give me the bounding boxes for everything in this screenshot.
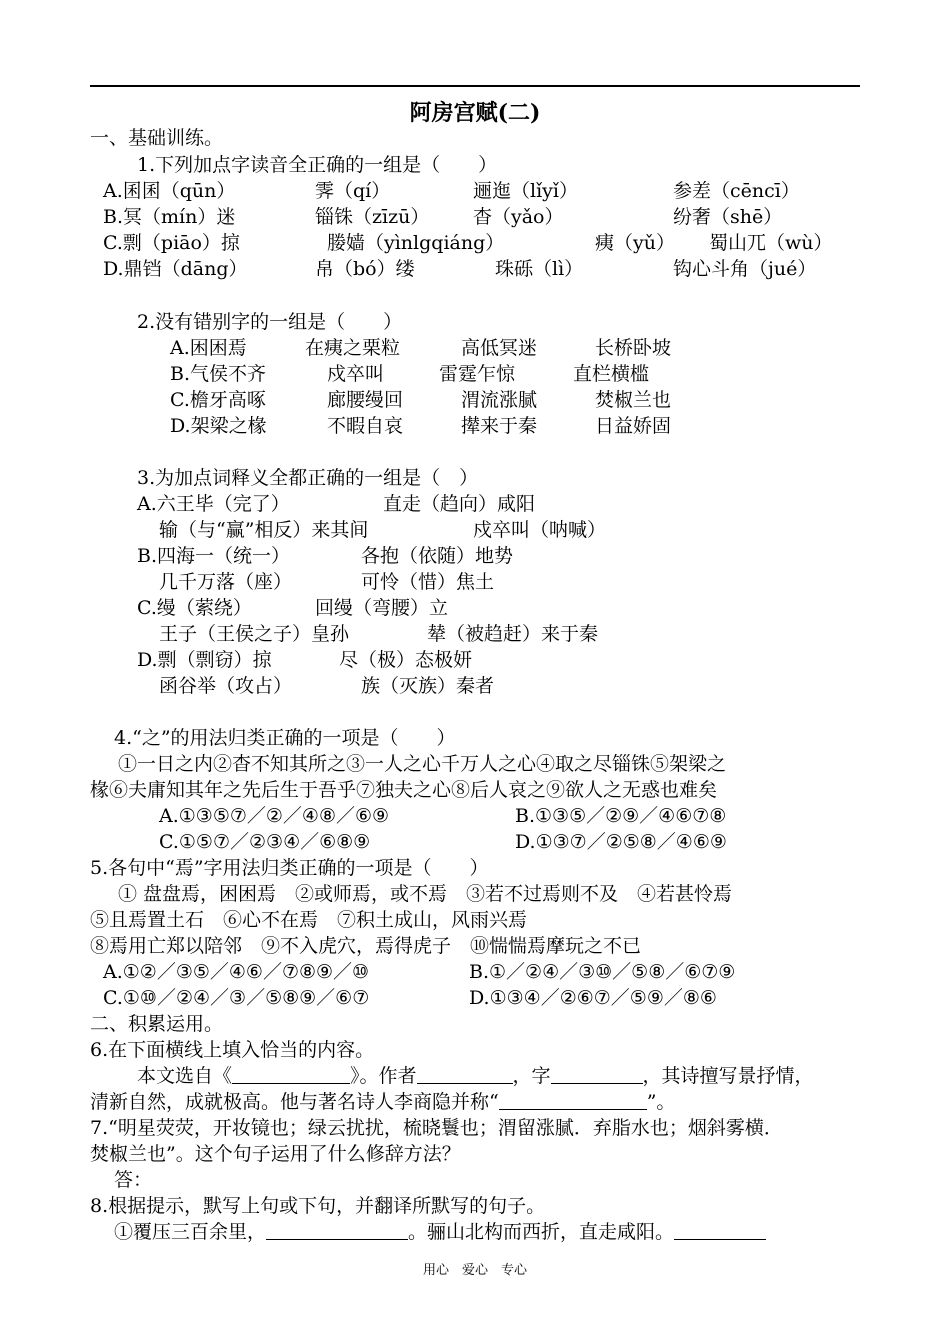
q4-text-line-1: ①一日之内②杳不知其所之③一人之心千万人之心④取之尽锱铢⑤架梁之 (118, 753, 727, 775)
q1-option-c: C.剽（piāo）掠 (103, 232, 240, 254)
q1-option-a-2: 霁（qí） (315, 180, 391, 202)
q1-option-c-4: 蜀山兀（wù） (709, 232, 833, 254)
q2-option-a: A.困困焉 (170, 337, 247, 359)
q1-option-d-4: 钩心斗角（jué） (673, 258, 817, 280)
q3-option-a-3: 输（与“赢”相反）来其间 (159, 519, 369, 541)
q6-stem: 6.在下面横线上填入恰当的内容。 (90, 1039, 375, 1061)
source-blank[interactable] (232, 1064, 350, 1084)
q5-option-c: C.①⑩／②④／③／⑤⑧⑨／⑥⑦ (103, 987, 370, 1009)
q2-option-d: D.架梁之椽 (170, 415, 267, 437)
header-rule (90, 85, 860, 87)
q6-text-6: ”。 (646, 1091, 676, 1113)
q6-text-3: ，字 (512, 1065, 551, 1087)
q5-stem: 5.各句中“焉”字用法归类正确的一项是（ ） (90, 857, 489, 879)
courtesy-name-blank[interactable] (551, 1064, 643, 1084)
q7-text-line-2: 焚椒兰也”。这个句子运用了什么修辞方法？ (90, 1143, 461, 1165)
q7-text-line-1: 7.“明星荧荧，开妆镜也；绿云扰扰，梳晓鬟也；渭留涨腻．弃脂水也；烟斜雾横． (90, 1117, 783, 1139)
q3-option-a-2: 直走（趋向）咸阳 (383, 493, 536, 515)
q1-option-d: D.鼎铛（dāng） (103, 258, 248, 280)
q1-option-c-3: 痍（yǔ） (595, 232, 675, 254)
q1-option-b-4: 纷奢（shē） (673, 206, 783, 228)
q5-text-line-3: ⑧焉用亡郑以陪邻 ⑨不入虎穴，焉得虎子 ⑩惴惴焉摩玩之不已 (90, 935, 642, 957)
q3-option-d-3: 函谷举（攻占） (159, 675, 293, 697)
q4-option-b: B.①③⑤／②⑨／④⑥⑦⑧ (515, 805, 727, 827)
q2-option-d-2: 不暇自哀 (327, 415, 404, 437)
q6-text-4: ，其诗擅写景抒情， (642, 1065, 814, 1087)
author-blank[interactable] (417, 1064, 513, 1084)
q1-option-c-2: 媵嫱（yìnlgqiáng） (327, 232, 505, 254)
q1-option-a-4: 参差（cēncī） (673, 180, 800, 202)
q2-option-b-3: 雷霆乍惊 (439, 363, 516, 385)
q2-option-a-4: 长桥卧坡 (595, 337, 672, 359)
q2-stem: 2.没有错别字的一组是（ ） (137, 311, 403, 333)
q1-option-b: B.冥（mín）迷 (103, 206, 236, 228)
q2-option-a-3: 高低冥迷 (461, 337, 538, 359)
q6-text-5: 清新自然，成就极高。他与著名诗人李商隐并称“ (90, 1091, 499, 1113)
q4-option-a: A.①③⑤⑦／②／④⑧／⑥⑨ (159, 805, 390, 827)
q6-fill-line-1 (137, 1064, 814, 1088)
q5-text-line-1: ① 盘盘焉，困困焉 ②或师焉，或不焉 ③若不过焉则不及 ④若甚怜焉 (118, 883, 733, 905)
q1-option-d-2: 帛（bó）缕 (315, 258, 415, 280)
q6-text-2: 》。作者 (350, 1065, 417, 1087)
q3-option-c-4: 辇（被趋赶）来于秦 (427, 623, 599, 645)
q4-text-line-2: 椽⑥夫庸知其年之先后生于吾乎⑦独夫之心⑧后人哀之⑨欲人之无惑也难矣 (90, 779, 718, 801)
q1-option-a-3: 逦迤（lǐyǐ） (473, 180, 578, 202)
page-title: 阿房宫赋(二) (409, 100, 541, 126)
q1-stem: 1.下列加点字读音全正确的一组是（ ） (137, 154, 498, 176)
q2-option-b: B.气侯不齐 (170, 363, 267, 385)
q6-text-1: 本文选自《 (137, 1065, 233, 1087)
q8-text-1: ①覆压三百余里， (114, 1221, 267, 1243)
q5-option-d: D.①③④／②⑥⑦／⑤⑨／⑧⑥ (469, 987, 717, 1009)
q8-blank-2[interactable] (674, 1220, 766, 1240)
q2-option-b-4: 直栏横槛 (573, 363, 650, 385)
q8-fill-line-1 (114, 1220, 766, 1244)
q3-option-b-2: 各抱（依随）地势 (361, 545, 514, 567)
q7-answer-label: 答： (114, 1169, 153, 1191)
q5-option-a: A.①②／③⑤／④⑥／⑦⑧⑨／⑩ (103, 961, 370, 983)
q2-option-c-4: 焚椒兰也 (595, 389, 672, 411)
q5-option-b: B.①／②④／③⑩／⑤⑧／⑥⑦⑨ (469, 961, 736, 983)
q3-option-a-4: 戍卒叫（呐喊） (473, 519, 607, 541)
q1-option-d-3: 珠砾（lì） (495, 258, 584, 280)
q3-option-c-2: 回缦（弯腰）立 (315, 597, 449, 619)
q8-blank-1[interactable] (266, 1220, 408, 1240)
q6-fill-line-2 (90, 1090, 675, 1114)
q3-option-b-4: 可怜（惜）焦土 (361, 571, 495, 593)
q2-option-a-2: 在痍之栗粒 (305, 337, 401, 359)
q8-text-2: 。骊山北构而西折，直走咸阳。 (408, 1221, 675, 1243)
q8-stem: 8.根据提示，默写上句或下句，并翻译所默写的句子。 (90, 1195, 546, 1217)
q3-option-c: C.缦（萦绕） (137, 597, 252, 619)
q4-stem: 4.“之”的用法归类正确的一项是（ ） (114, 727, 456, 749)
q3-stem: 3.为加点词释义全都正确的一组是（ ） (137, 467, 479, 489)
q3-option-d: D.剽（剽窃）掠 (137, 649, 272, 671)
q2-option-c: C.檐牙高啄 (170, 389, 266, 411)
q3-option-b: B.四海一（统一） (137, 545, 291, 567)
q2-option-c-3: 渭流涨腻 (461, 389, 538, 411)
q2-option-d-4: 日益娇固 (595, 415, 672, 437)
q4-option-d: D.①③⑦／②⑤⑧／④⑥⑨ (515, 831, 727, 853)
q3-option-a: A.六王毕（完了） (137, 493, 290, 515)
q3-option-b-3: 几千万落（座） (159, 571, 293, 593)
q3-option-c-3: 王子（王侯之子）皇孙 (159, 623, 350, 645)
q3-option-d-2: 尽（极）态极妍 (339, 649, 473, 671)
q2-option-c-2: 廊腰缦回 (327, 389, 404, 411)
q1-option-b-3: 杳（yǎo） (473, 206, 564, 228)
q2-option-d-3: 撵来于秦 (461, 415, 538, 437)
section-heading-1: 一、基础训练。 (90, 127, 224, 149)
section-heading-2: 二、积累运用。 (90, 1013, 224, 1035)
page-footer: 用心 爱心 专心 (422, 1263, 527, 1278)
q1-option-b-2: 锱铢（zīzū） (315, 206, 430, 228)
joint-title-blank[interactable] (499, 1090, 647, 1110)
q2-option-b-2: 戍卒叫 (327, 363, 385, 385)
q1-option-a: A.囷囷（qūn） (103, 180, 236, 202)
q3-option-d-4: 族（灭族）秦者 (361, 675, 495, 697)
q5-text-line-2: ⑤且焉置土石 ⑥心不在焉 ⑦积土成山，风雨兴焉 (90, 909, 528, 931)
q4-option-c: C.①⑤⑦／②③④／⑥⑧⑨ (159, 831, 371, 853)
